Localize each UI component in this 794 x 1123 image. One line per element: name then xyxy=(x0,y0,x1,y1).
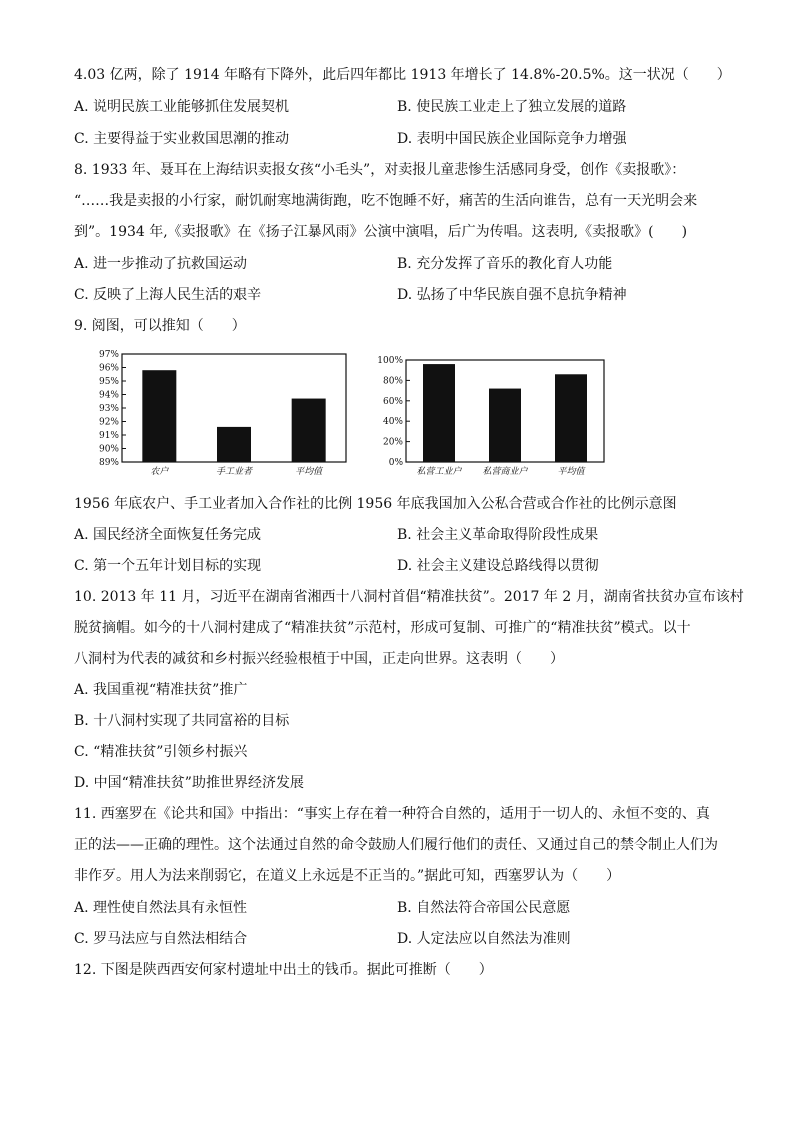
q-prev-option-d[interactable]: D. 表明中国民族企业国际竞争力增强 xyxy=(397,131,627,147)
y-tick-label: 100% xyxy=(377,356,403,366)
y-tick-label: 0% xyxy=(388,458,403,468)
y-tick-label: 89% xyxy=(98,458,119,468)
q11-stem-line-2: 正的法——正确的理性。这个法通过自然的命令鼓励人们履行他们的责任、又通过自己的禁令制止人们为 xyxy=(74,837,718,853)
y-tick-label: 40% xyxy=(382,417,403,428)
q11-stem-line-1: 11. 西塞罗在《论共和国》中指出：“事实上存在着一种符合自然的，适用于一切人的、永恒不变的、真 xyxy=(74,806,710,822)
q9-stem: 9. 阅图，可以推知（ ） xyxy=(74,318,246,334)
q-prev-option-a[interactable]: A. 说明民族工业能够抓住发展契机 xyxy=(74,99,290,115)
category-label: 私营工业户 xyxy=(416,467,462,477)
y-tick-label: 96% xyxy=(98,363,119,374)
q-prev-option-c[interactable]: C. 主要得益于实业救国思潮的推动 xyxy=(74,131,290,147)
q10-option-d[interactable]: D. 中国“精准扶贫”助推世界经济发展 xyxy=(74,775,304,791)
y-tick-label: 20% xyxy=(382,437,403,448)
q9-chart-caption: 1956 年底农户、手工业者加入合作社的比例 1956 年底我国加入公私合营或合作社的比例示意图 xyxy=(74,496,677,512)
q11-option-a[interactable]: A. 理性使自然法具有永恒性 xyxy=(74,900,248,916)
q9-option-a[interactable]: A. 国民经济全面恢复任务完成 xyxy=(74,527,262,543)
q10-option-b[interactable]: B. 十八洞村实现了共同富裕的目标 xyxy=(74,713,290,729)
q12-stem: 12. 下图是陕西西安何家村遗址中出土的钱币。据此可推断（ ） xyxy=(74,962,493,978)
q8-option-b[interactable]: B. 充分发挥了音乐的教化育人功能 xyxy=(397,256,613,272)
q9-option-c[interactable]: C. 第一个五年计划目标的实现 xyxy=(74,558,262,574)
q10-option-c[interactable]: C. “精准扶贫”引领乡村振兴 xyxy=(74,744,248,760)
bar-1 xyxy=(489,389,521,462)
chart-peasants-handicraft xyxy=(84,348,356,478)
q8-option-d[interactable]: D. 弘扬了中华民族自强不息抗争精神 xyxy=(397,287,627,303)
y-tick-label: 97% xyxy=(98,350,119,360)
q8-stem-line-2: “……我是卖报的小行家，耐饥耐寒地满街跑，吃不饱睡不好，痛苦的生活向谁告，总有一天光明会来 xyxy=(74,193,698,209)
y-tick-label: 94% xyxy=(98,390,119,401)
bar-1 xyxy=(217,427,251,462)
y-tick-label: 91% xyxy=(98,431,119,441)
category-label: 平均值 xyxy=(557,467,585,477)
q11-option-c[interactable]: C. 罗马法应与自然法相结合 xyxy=(74,931,248,947)
q8-stem-line-1: 8. 1933 年、聂耳在上海结识卖报女孩“小毛头”，对卖报儿童悲惨生活感同身受，创作《卖报歌》： xyxy=(74,162,686,178)
category-label: 平均值 xyxy=(295,467,323,477)
q8-option-a[interactable]: A. 进一步推动了抗救国运动 xyxy=(74,256,248,272)
q8-stem-line-3: 到”。1934 年,《卖报歌》在《扬子江暴风雨》公演中演唱，后广为传唱。这表明,《卖报歌》( ) xyxy=(74,224,688,240)
y-tick-label: 80% xyxy=(382,376,403,387)
bar-0 xyxy=(142,370,176,462)
category-label: 手工业者 xyxy=(215,467,253,477)
chart-private-enterprises xyxy=(366,352,614,480)
q8-option-c[interactable]: C. 反映了上海人民生活的艰辛 xyxy=(74,287,262,303)
q11-stem-line-3: 非作歹。用人为法来削弱它，在道义上永远是不正当的。”据此可知，西塞罗认为（ ） xyxy=(74,868,621,884)
bar-0 xyxy=(423,364,455,462)
q9-option-b[interactable]: B. 社会主义革命取得阶段性成果 xyxy=(397,527,599,543)
y-tick-label: 93% xyxy=(98,404,119,414)
q10-option-a[interactable]: A. 我国重视“精准扶贫”推广 xyxy=(74,682,248,698)
bar-2 xyxy=(555,374,587,462)
q-prev-option-b[interactable]: B. 使民族工业走上了独立发展的道路 xyxy=(397,99,627,115)
y-tick-label: 60% xyxy=(382,396,403,407)
y-tick-label: 95% xyxy=(98,377,119,387)
q10-stem-line-1: 10. 2013 年 11 月，习近平在湖南省湘西十八洞村首倡“精准扶贫”。2017 年 2 月，湖南省扶贫办宣布该村 xyxy=(74,589,744,605)
category-label: 私营商业户 xyxy=(482,467,528,477)
bar-2 xyxy=(292,399,326,462)
q10-stem-line-2: 脱贫摘帽。如今的十八洞村建成了“精准扶贫”示范村，形成可复制、可推广的“精准扶贫”模式。以十 xyxy=(74,620,691,636)
q11-option-b[interactable]: B. 自然法符合帝国公民意愿 xyxy=(397,900,571,916)
q10-stem-line-3: 八洞村为代表的减贫和乡村振兴经验根植于中国，正走向世界。这表明（ ） xyxy=(74,651,564,667)
category-label: 农户 xyxy=(150,467,169,477)
q9-option-d[interactable]: D. 社会主义建设总路线得以贯彻 xyxy=(397,558,599,574)
y-tick-label: 92% xyxy=(98,417,119,428)
q-prev-stem: 4.03 亿两，除了 1914 年略有下降外，此后四年都比 1913 年增长了 14.8%-20.5%。这一状况（ ） xyxy=(74,67,731,83)
q11-option-d[interactable]: D. 人定法应以自然法为准则 xyxy=(397,931,571,947)
y-tick-label: 90% xyxy=(98,444,119,455)
